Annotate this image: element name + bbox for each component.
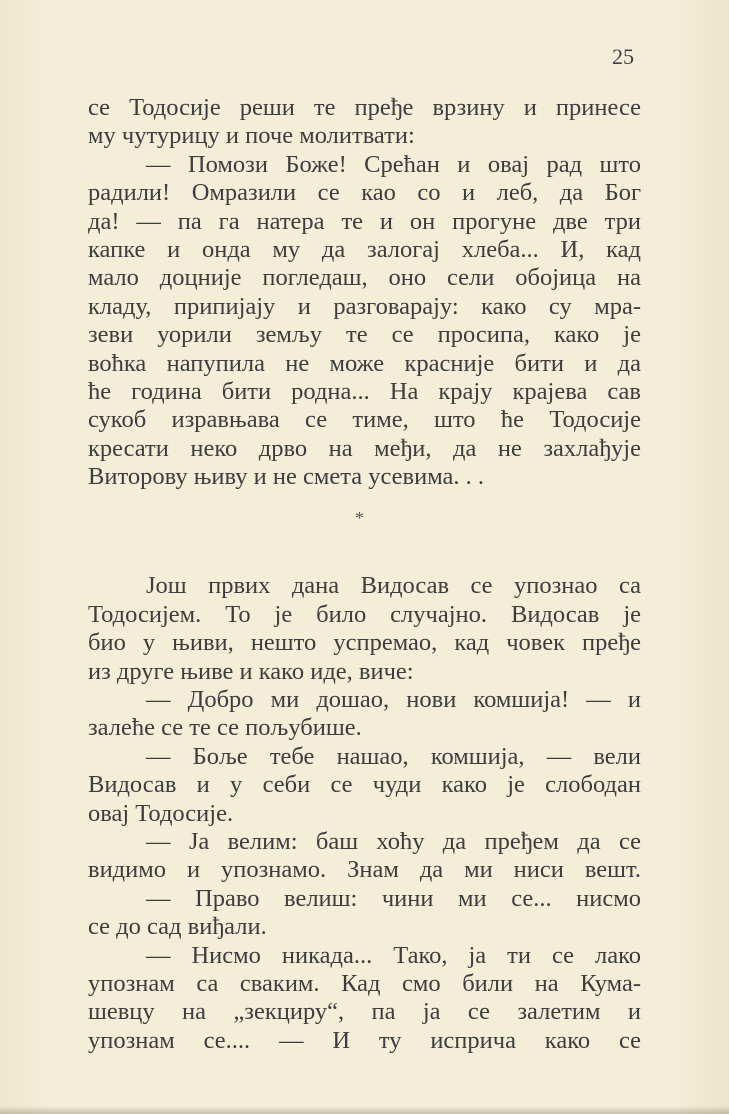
body-text bbox=[88, 94, 641, 1055]
text-line: из друге њиве и како иде, виче: bbox=[88, 657, 414, 685]
text-line: се Тодосије реши те пређе врзину и принесе bbox=[88, 94, 641, 121]
text-line: упознам се.... — И ту исприча како се bbox=[88, 1026, 641, 1054]
text-line: кресати неко дрво на међи, да не захлађује bbox=[88, 434, 641, 462]
text-line: мало доцније погледаш, оно сели обојица на bbox=[88, 264, 641, 292]
text-line: да! — па га натера те и он прогуне две три bbox=[88, 207, 641, 235]
text-line: кладу, припијају и разговарају: како су мра- bbox=[88, 292, 641, 320]
text-line: шевцу на „зекциру“, па ја се залетим и bbox=[88, 998, 641, 1026]
text-line: Видосав и у себи се чуди како је слободан bbox=[88, 771, 641, 799]
text-line: био у њиви, нешто успремао, кад човек пређе bbox=[88, 629, 641, 657]
text-line: — Помози Боже! Срећан и овај рад што bbox=[146, 150, 641, 178]
text-line: видимо и упознамо. Знам да ми ниси вешт. bbox=[88, 856, 641, 884]
text-line: Још првих дана Видосав се упознао са bbox=[146, 572, 641, 600]
text-line: залеће се те се пољубише. bbox=[88, 714, 362, 742]
text-line: — Боље тебе нашао, комшија, — вели bbox=[146, 742, 641, 770]
text-line: — Ја велим: баш хоћу да пређем да се bbox=[146, 827, 641, 855]
page-edge-shadow bbox=[0, 1106, 729, 1114]
text-line: упознам са сваким. Кад смо били на Кума- bbox=[88, 969, 641, 997]
page-number: 25 bbox=[612, 44, 634, 69]
text-line: Виторову њиву и не смета усевима. . . bbox=[88, 463, 485, 491]
text-line: сукоб изравњава се тиме, што ће Тодосије bbox=[88, 406, 641, 434]
text-line: радили! Омразили се као со и леб, да Бог bbox=[88, 179, 641, 207]
text-line: капке и онда му да залогај хлеба... И, кад bbox=[88, 235, 641, 263]
text-line: — Нисмо никада... Тако, ја ти се лако bbox=[146, 941, 641, 969]
text-line: се до сад виђали. bbox=[88, 913, 267, 941]
section-gap bbox=[88, 491, 641, 572]
text-line: му чутурицу и поче молитвати: bbox=[88, 122, 415, 150]
text-line: воћка напупила не може красније бити и да bbox=[88, 349, 641, 377]
text-line: — Добро ми дошао, нови комшија! — и bbox=[146, 686, 641, 714]
text-line: овај Тодосије. bbox=[88, 799, 234, 827]
text-line: ће година бити родна... На крају крајева сав bbox=[88, 377, 641, 405]
text-line: — Право велиш: чини ми се... нисмо bbox=[146, 884, 641, 912]
text-line: зеви уорили земљу те се просипа, како је bbox=[88, 321, 641, 349]
text-line: Тодосијем. То је било случајно. Видосав је bbox=[88, 600, 641, 628]
section-separator: * bbox=[355, 508, 364, 528]
